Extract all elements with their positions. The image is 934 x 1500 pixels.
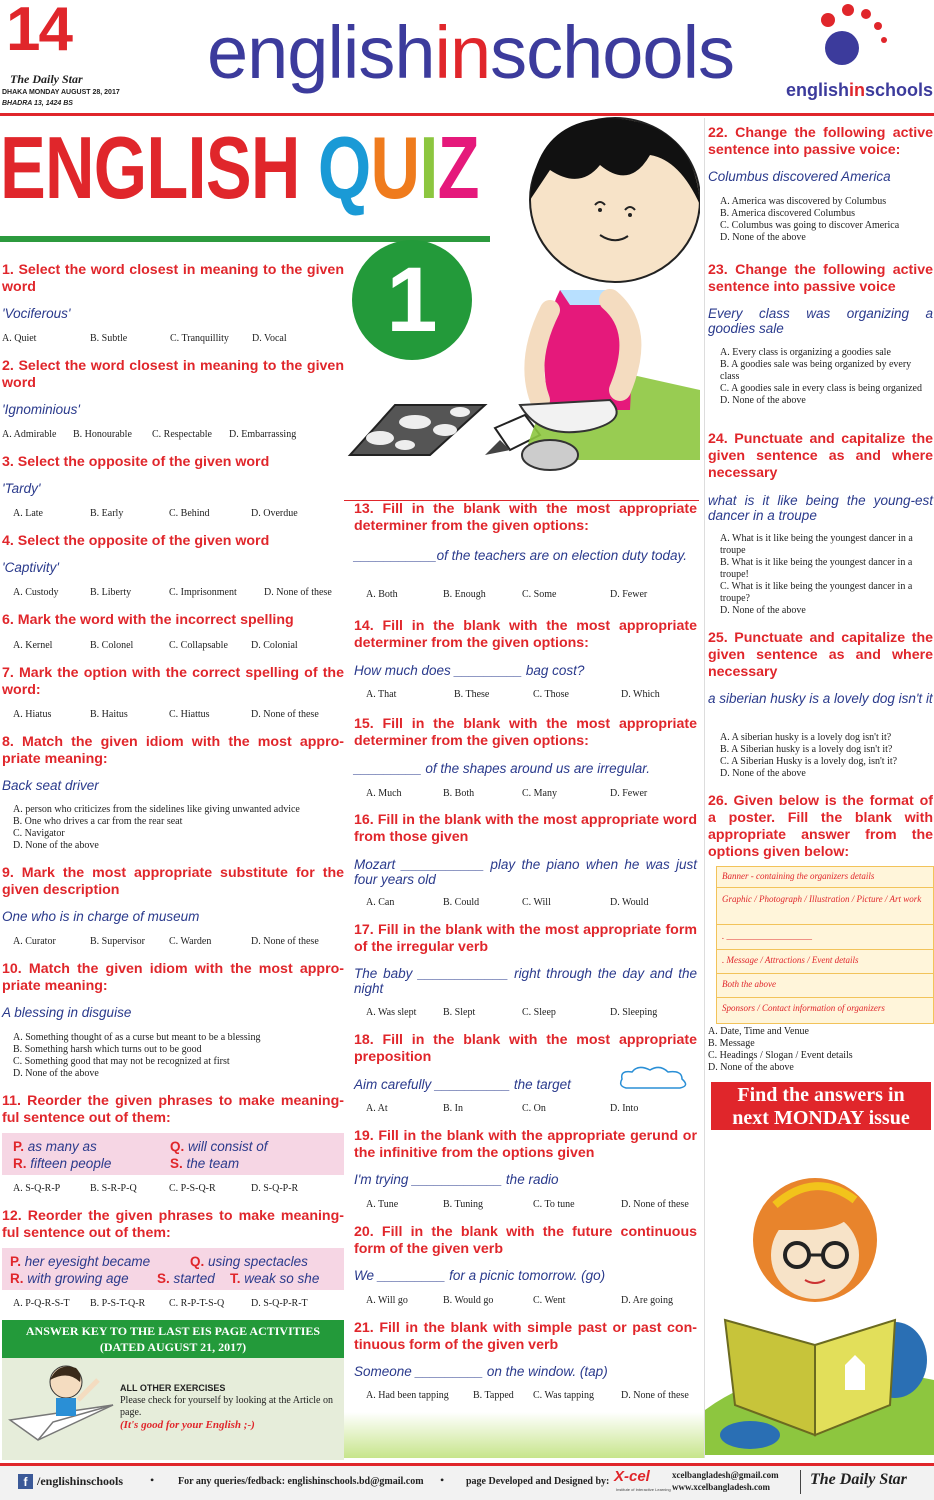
logo-in: in	[849, 80, 866, 100]
q13-option-c[interactable]: C. Some	[522, 589, 557, 600]
q22-sentence: Columbus discovered America	[708, 169, 891, 184]
q24-option-c[interactable]: C. What is it like being the youngest dancer in a troupe?	[720, 581, 913, 604]
answer-key-text: Please check for yourself by looking at the Article on page.	[120, 1395, 333, 1418]
q24-option-b[interactable]: B. What is it like being the youngest dancer in a troupe!	[720, 557, 913, 580]
poster-divider	[717, 997, 933, 998]
q11-question: 11. Reorder the given phrases to make meaning-ful sentence out of them:	[2, 1093, 344, 1126]
q14-option-d[interactable]: D. Which	[621, 689, 660, 700]
q9-options	[13, 936, 319, 947]
q12-option-a[interactable]: A. P-Q-R-S-T	[13, 1298, 70, 1309]
q1-option-d[interactable]: D. Vocal	[252, 333, 287, 344]
q12-phrase-s: S. started	[157, 1271, 215, 1286]
q7-option-c[interactable]: C. Hiattus	[169, 709, 210, 720]
q1-option-b[interactable]: B. Subtle	[90, 333, 128, 344]
title-q: Q	[317, 118, 371, 217]
q10-option-d[interactable]: D. None of the above	[13, 1068, 99, 1079]
q9-word: One who is in charge of museum	[2, 909, 200, 924]
q9-option-a[interactable]: A. Curator	[13, 936, 56, 947]
q25-option-a[interactable]: A. A siberian husky is a lovely dog isn't it?	[720, 732, 892, 743]
q23-option-d[interactable]: D. None of the above	[720, 395, 806, 406]
q14-sentence: How much does _________ bag cost?	[354, 663, 585, 678]
q17-question: 17. Fill in the blank with the most appropriate form of the irregular verb	[354, 922, 697, 955]
q25-option-b[interactable]: B. A Siberian husky is a lovely dog isn't it?	[720, 744, 893, 755]
q23-sentence: Every class was organizing a goodies sale	[708, 306, 933, 336]
eis-logo-text	[786, 80, 933, 101]
banner-line-1: Find the answers in	[737, 1084, 905, 1106]
q26-options	[708, 1026, 932, 1074]
q21-option-c[interactable]: C. Was tapping	[533, 1390, 594, 1401]
q24-option-a[interactable]: A. What is it like being the youngest dancer in a troupe	[720, 533, 913, 556]
q6-option-b[interactable]: B. Colonel	[90, 640, 134, 651]
q4-option-b[interactable]: B. Liberty	[90, 587, 132, 598]
q26-question: 26. Given below is the format of a poster. Fill the blank with appropriate answer from the options given below:	[708, 793, 933, 860]
q8-options	[13, 804, 343, 852]
q8-word: Back seat driver	[2, 778, 99, 793]
title-z: Z	[437, 118, 479, 217]
q4-question: 4. Select the opposite of the given word	[2, 533, 270, 549]
q2-options	[2, 429, 296, 440]
q2-option-b[interactable]: B. Honourable	[73, 429, 132, 440]
q3-option-b[interactable]: B. Early	[90, 508, 124, 519]
q21-sentence: Someone _________ on the window. (tap)	[354, 1364, 608, 1379]
paper-name: The Daily Star	[10, 72, 83, 86]
q11-phrase-q: Q. will consist of	[170, 1139, 268, 1154]
answer-key-date: (DATED AUGUST 21, 2017)	[99, 1340, 247, 1354]
brand-schools: schools	[490, 11, 735, 94]
logo-english: english	[786, 80, 850, 100]
footer-bullet: •	[150, 1473, 155, 1487]
q18-question: 18. Fill in the blank with the most appropriate preposition	[354, 1032, 697, 1065]
q16-question: 16. Fill in the blank with the most appropriate word from those given	[354, 812, 697, 845]
q14-options	[366, 689, 660, 700]
q16-sentence: Mozart ___________ play the piano when he was just four years old	[354, 857, 697, 887]
q23-options	[720, 347, 932, 407]
q15-option-d[interactable]: D. Fewer	[610, 788, 648, 799]
q15-option-b[interactable]: B. Both	[443, 788, 475, 799]
poster-divider	[717, 924, 933, 925]
q9-question: 9. Mark the most appropriate substitute for the given description	[2, 865, 344, 898]
q7-option-d[interactable]: D. None of these	[251, 709, 319, 720]
q10-option-c[interactable]: C. Something good that may not be recognized at first	[13, 1056, 230, 1067]
q23-option-c[interactable]: C. A goodies sale in every class is being organized	[720, 383, 922, 394]
q16-option-b[interactable]: B. Could	[443, 897, 480, 908]
poster-divider	[717, 973, 933, 974]
q11-option-c[interactable]: C. P-S-Q-R	[169, 1183, 216, 1194]
q24-options	[720, 533, 932, 617]
title-u: U	[370, 118, 420, 217]
q25-option-d[interactable]: D. None of the above	[720, 768, 806, 779]
footer-bullet: •	[440, 1473, 445, 1487]
q17-sentence: The baby ____________ right through the day and the night	[354, 966, 697, 996]
xcel-email[interactable]: xcelbangladesh@gmail.com	[672, 1470, 779, 1480]
q8-option-c[interactable]: C. Navigator	[13, 828, 65, 839]
q16-option-d[interactable]: D. Would	[610, 897, 649, 908]
q3-option-a[interactable]: A. Late	[13, 508, 43, 519]
q20-option-d[interactable]: D. Are going	[621, 1295, 673, 1306]
q12-phrase-t: T. weak so she	[230, 1271, 320, 1286]
q22-option-b[interactable]: B. America discovered Columbus	[720, 208, 855, 219]
q15-option-a[interactable]: A. Much	[366, 788, 402, 799]
q12-option-b[interactable]: B. P-S-T-Q-R	[90, 1298, 146, 1309]
q15-sentence: _________ of the shapes around us are irregular.	[354, 761, 650, 776]
q4-option-d[interactable]: D. None of these	[264, 587, 332, 598]
q21-option-b[interactable]: B. Tapped	[473, 1390, 514, 1401]
q11-option-b[interactable]: B. S-R-P-Q	[90, 1183, 137, 1194]
q23-question: 23. Change the following active sentence into passive voice	[708, 262, 933, 295]
q8-option-d[interactable]: D. None of the above	[13, 840, 99, 851]
cloud-icon	[618, 1066, 690, 1092]
q13-question: 13. Fill in the blank with the most appropriate determiner from the given options:	[354, 501, 697, 534]
q6-options	[13, 640, 298, 651]
q17-option-d[interactable]: D. Sleeping	[610, 1007, 658, 1018]
q10-word: A blessing in disguise	[2, 1005, 132, 1020]
boy-illustration-icon	[310, 110, 700, 480]
q11-option-d[interactable]: D. S-Q-P-R	[251, 1183, 299, 1194]
q19-option-d[interactable]: D. None of these	[621, 1199, 689, 1210]
q26-option-c[interactable]: C. Headings / Slogan / Event details	[708, 1050, 853, 1061]
poster-line-6: Sponsors / Contact information of organizers	[722, 1003, 885, 1013]
q21-question: 21. Fill in the blank with simple past or past con-tinuous form of the given verb	[354, 1320, 697, 1353]
q17-option-c[interactable]: C. Sleep	[522, 1007, 556, 1018]
answer-key-remark: (It's good for your English ;-)	[120, 1419, 255, 1431]
q18-option-b[interactable]: B. In	[443, 1103, 463, 1114]
q3-option-d[interactable]: D. Overdue	[251, 508, 298, 519]
q2-option-a[interactable]: A. Admirable	[2, 429, 57, 440]
q7-option-a[interactable]: A. Hiatus	[13, 709, 52, 720]
q16-option-a[interactable]: A. Can	[366, 897, 395, 908]
q8-option-a[interactable]: A. person who criticizes from the sidelines like giving unwanted advice	[13, 804, 300, 815]
q18-options	[366, 1103, 638, 1114]
q1-option-c[interactable]: C. Tranquillity	[170, 333, 229, 344]
xcel-logo: X-cel	[614, 1468, 650, 1485]
q18-sentence: Aim carefully __________ the target	[354, 1077, 571, 1092]
q7-question: 7. Mark the option with the correct spelling of the word:	[2, 665, 344, 698]
logo-schools: schools	[865, 80, 934, 100]
q9-option-d[interactable]: D. None of these	[251, 936, 319, 947]
eis-logo-icon	[810, 0, 902, 80]
q12-phrase-q: Q. using spectacles	[190, 1254, 308, 1269]
q1-word: 'Vociferous'	[2, 306, 71, 321]
q22-option-d[interactable]: D. None of the above	[720, 232, 806, 243]
q23-option-b[interactable]: B. A goodies sale was being organized by every class	[720, 359, 912, 382]
q24-sentence: what is it like being the young-est dancer in a troupe	[708, 493, 933, 523]
q9-option-c[interactable]: C. Warden	[169, 936, 212, 947]
poster-line-4: . Message / Attractions / Event details	[722, 955, 859, 965]
q18-option-c[interactable]: C. On	[522, 1103, 546, 1114]
q1-option-a[interactable]: A. Quiet	[2, 333, 37, 344]
poster-line-5: Both the above	[722, 979, 776, 989]
facebook-icon[interactable]: f	[18, 1474, 33, 1489]
q6-question: 6. Mark the word with the incorrect spelling	[2, 612, 294, 628]
brand-title	[207, 8, 734, 98]
q22-option-c[interactable]: C. Columbus was going to discover America	[720, 220, 900, 231]
q24-question: 24. Punctuate and capitalize the given sentence as and where necessary	[708, 431, 933, 481]
answers-banner	[711, 1082, 931, 1130]
q6-option-d[interactable]: D. Colonial	[251, 640, 298, 651]
q2-option-d[interactable]: D. Embarrassing	[229, 429, 297, 440]
q3-word: 'Tardy'	[2, 481, 41, 496]
poster-line-2: Graphic / Photograph / Illustration / Picture / Art work	[722, 894, 922, 904]
q4-option-c[interactable]: C. Imprisonment	[169, 587, 237, 598]
q10-question: 10. Match the given idiom with the most appro-priate meaning:	[2, 961, 344, 994]
q26-option-a[interactable]: A. Date, Time and Venue	[708, 1026, 809, 1037]
q17-option-a[interactable]: A. Was slept	[366, 1007, 417, 1018]
q22-option-a[interactable]: A. America was discovered by Columbus	[720, 196, 887, 207]
q12-options	[13, 1298, 308, 1309]
q15-option-c[interactable]: C. Many	[522, 788, 557, 799]
reading-girl-illustration-icon	[705, 1150, 934, 1455]
q13-option-b[interactable]: B. Enough	[443, 589, 486, 600]
q23-option-a[interactable]: A. Every class is organizing a goodies sale	[720, 347, 891, 358]
q20-options	[366, 1295, 673, 1306]
q19-option-b[interactable]: B. Tuning	[443, 1199, 484, 1210]
q16-options	[366, 897, 648, 908]
q6-option-a[interactable]: A. Kernel	[13, 640, 53, 651]
answer-key-heading: ALL OTHER EXERCISES	[120, 1383, 226, 1393]
q2-option-c[interactable]: C. Respectable	[152, 429, 212, 440]
q8-question: 8. Match the given idiom with the most appro-priate meaning:	[2, 734, 344, 767]
q17-option-b[interactable]: B. Slept	[443, 1007, 476, 1018]
q20-option-c[interactable]: C. Went	[533, 1295, 566, 1306]
poster-line-3: . ___________________	[722, 931, 812, 941]
q22-question: 22. Change the following active sentence into passive voice:	[708, 125, 933, 158]
q11-option-a[interactable]: A. S-Q-R-P	[13, 1183, 61, 1194]
q13-options	[366, 589, 647, 600]
q14-option-b[interactable]: B. These	[454, 689, 490, 700]
q3-question: 3. Select the opposite of the given word	[2, 454, 270, 470]
q11-options	[13, 1183, 298, 1194]
q12-question: 12. Reorder the given phrases to make meaning-ful sentence out of them:	[2, 1208, 344, 1241]
q10-option-b[interactable]: B. Something harsh which turns out to be good	[13, 1044, 202, 1055]
q15-question: 15. Fill in the blank with the most appropriate determiner from the given options:	[354, 716, 697, 749]
q24-option-d[interactable]: D. None of the above	[720, 605, 806, 616]
q11-phrase-r: R. fifteen people	[13, 1156, 112, 1171]
q14-option-a[interactable]: A. That	[366, 689, 397, 700]
title-english: ENGLISH	[0, 118, 300, 217]
q26-option-b[interactable]: B. Message	[708, 1038, 755, 1049]
q19-question: 19. Fill in the blank with the appropriate gerund or the infinitive from the options given	[354, 1128, 697, 1161]
q25-sentence: a siberian husky is a lovely dog isn't it	[708, 691, 933, 706]
q3-option-c[interactable]: C. Behind	[169, 508, 210, 519]
q15-options	[366, 788, 647, 799]
q12-phrase-r: R. with growing age	[10, 1271, 129, 1286]
answer-key-title: ANSWER KEY TO THE LAST EIS PAGE ACTIVITIES	[25, 1324, 321, 1338]
q25-option-c[interactable]: C. A Siberian Husky is a lovely dog, isn't it?	[720, 756, 898, 767]
poster-line-1: Banner - containing the organizers details	[722, 871, 875, 881]
q22-options	[720, 196, 932, 244]
paper-plane-boy-icon	[8, 1360, 118, 1455]
q1-options	[2, 333, 287, 344]
q20-option-b[interactable]: B. Would go	[443, 1295, 494, 1306]
q8-option-b[interactable]: B. One who drives a car from the rear seat	[13, 816, 183, 827]
q16-option-c[interactable]: C. Will	[522, 897, 551, 908]
q6-option-c[interactable]: C. Collapsable	[169, 640, 228, 651]
page-number: 14	[6, 0, 71, 64]
q14-question: 14. Fill in the blank with the most appropriate determiner from the given options:	[354, 618, 697, 651]
q2-question: 2. Select the word closest in meaning to the given word	[2, 358, 344, 391]
q20-question: 20. Fill in the blank with the future continuous form of the given verb	[354, 1224, 697, 1257]
q26-option-d[interactable]: D. None of the above	[708, 1062, 794, 1073]
facebook-link[interactable]: /englishinschools	[37, 1474, 124, 1488]
q18-option-a[interactable]: A. At	[366, 1103, 388, 1114]
q21-option-d[interactable]: D. None of these	[621, 1390, 689, 1401]
q19-option-a[interactable]: A. Tune	[366, 1199, 399, 1210]
q11-phrase-p: P. as many as	[13, 1139, 97, 1154]
footer-divider	[800, 1470, 801, 1494]
q12-option-c[interactable]: C. R-P-T-S-Q	[169, 1298, 225, 1309]
q7-option-b[interactable]: B. Haitus	[90, 709, 128, 720]
q25-question: 25. Punctuate and capitalize the given sentence as and where necessary	[708, 630, 933, 680]
q11-phrase-s: S. the team	[170, 1156, 240, 1171]
q13-sentence: ___________of the teachers are on election duty today.	[354, 548, 687, 563]
footer-query[interactable]: For any queries/fedback: englishinschools.bd@gmail.com	[178, 1476, 424, 1487]
dateline: DHAKA MONDAY AUGUST 28, 2017	[2, 89, 120, 96]
q21-option-a[interactable]: A. Had been tapping	[366, 1390, 449, 1401]
footer-dev: page Developed and Designed by:	[466, 1476, 610, 1487]
q2-word: 'Ignominious'	[2, 402, 80, 417]
q19-options	[366, 1199, 689, 1210]
q13-option-a[interactable]: A. Both	[366, 589, 398, 600]
q21-options	[366, 1390, 689, 1401]
poster-divider	[717, 887, 933, 888]
brand-in: in	[434, 11, 491, 94]
q20-option-a[interactable]: A. Will go	[366, 1295, 408, 1306]
q14-option-c[interactable]: C. Those	[533, 689, 569, 700]
title-i: I	[419, 118, 438, 217]
q9-option-b[interactable]: B. Supervisor	[90, 936, 145, 947]
q12-option-d[interactable]: D. S-Q-P-R-T	[251, 1298, 308, 1309]
q4-word: 'Captivity'	[2, 560, 59, 575]
brand-english: english	[207, 11, 435, 94]
q10-options	[13, 1032, 343, 1080]
bhadra-date: BHADRA 13, 1424 BS	[2, 100, 73, 107]
q17-options	[366, 1007, 657, 1018]
q20-sentence: We _________ for a picnic tomorrow. (go)	[354, 1268, 606, 1283]
q4-option-a[interactable]: A. Custody	[13, 587, 59, 598]
xcel-subtitle: Institute of Interactive Learning	[616, 1487, 671, 1492]
q25-options	[720, 732, 932, 780]
q19-sentence: I'm trying ____________ the radio	[354, 1172, 559, 1187]
q3-options	[13, 508, 298, 519]
xcel-website[interactable]: www.xcelbangladesh.com	[672, 1482, 771, 1492]
quiz-number-badge: 1	[352, 240, 472, 360]
q1-question: 1. Select the word closest in meaning to the given word	[2, 262, 344, 295]
poster-divider	[717, 949, 933, 950]
banner-line-2: next MONDAY issue	[732, 1107, 910, 1129]
q7-options	[13, 709, 319, 720]
q19-option-c[interactable]: C. To tune	[533, 1199, 575, 1210]
q4-options	[13, 587, 332, 598]
middle-grass-band	[344, 1412, 704, 1458]
q12-phrase-p: P. her eyesight became	[10, 1254, 151, 1269]
q13-option-d[interactable]: D. Fewer	[610, 589, 648, 600]
q18-option-d[interactable]: D. Into	[610, 1103, 639, 1114]
poster-format-box	[716, 866, 934, 1024]
q10-option-a[interactable]: A. Something thought of as a curse but meant to be a blessing	[13, 1032, 261, 1043]
footer-paper-name: The Daily Star	[810, 1471, 907, 1488]
